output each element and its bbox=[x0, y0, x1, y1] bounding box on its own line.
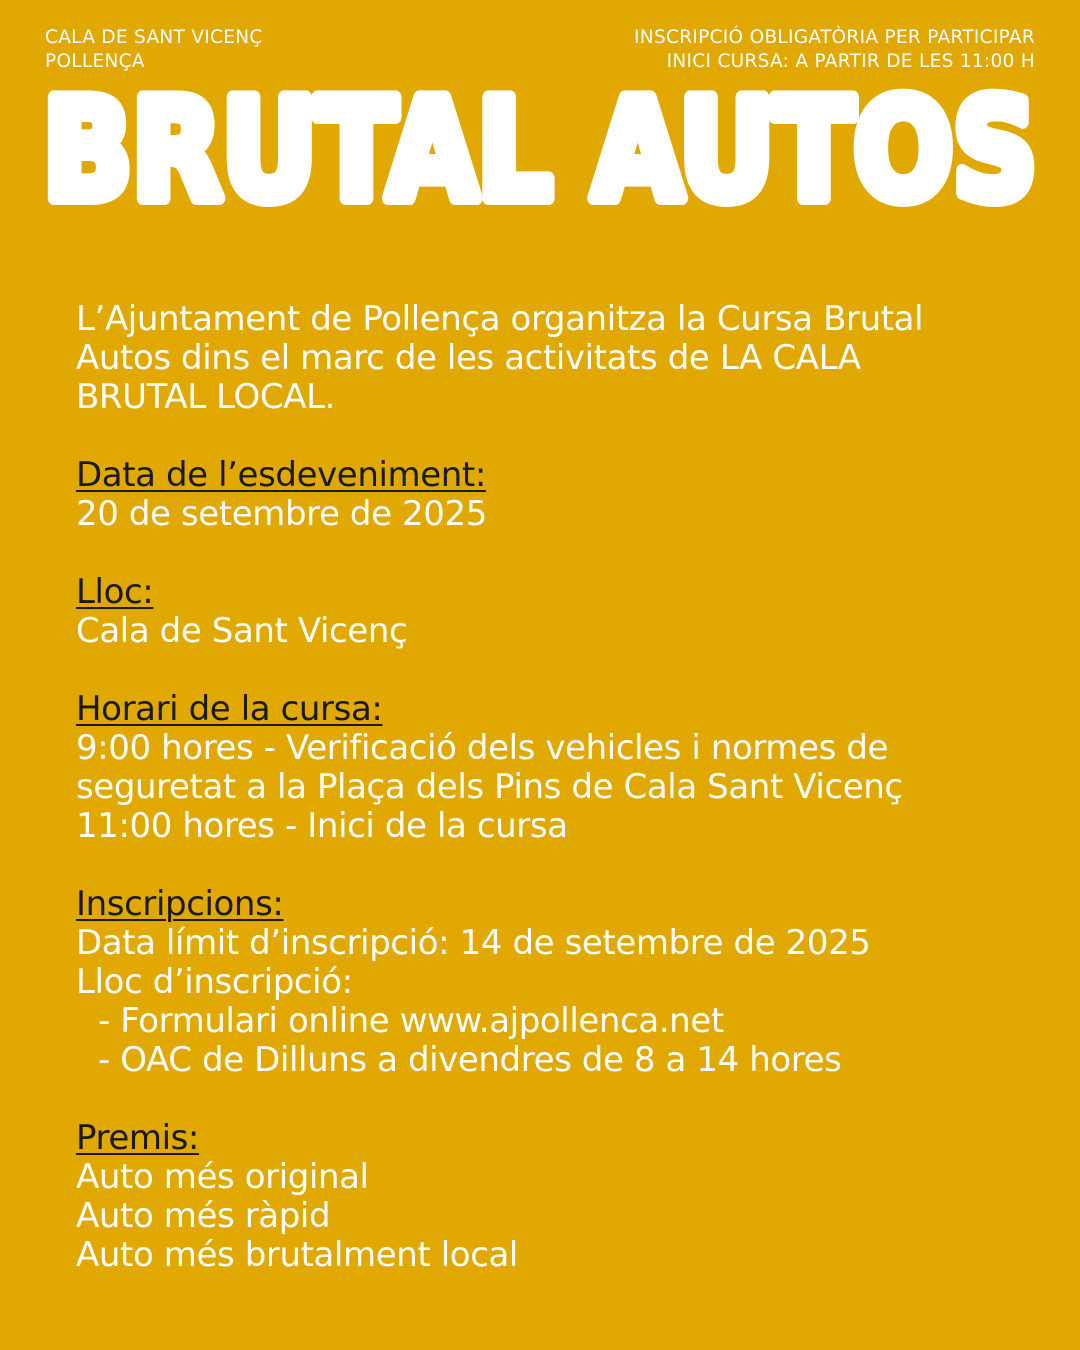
section-registration-title: Inscripcions: bbox=[76, 884, 284, 924]
schedule-line: 9:00 hores - Verificació dels vehicles i normes de bbox=[76, 728, 889, 768]
section-place bbox=[76, 573, 1036, 651]
event-date: 20 de setembre de 2025 bbox=[76, 494, 487, 534]
header-info-line: INSCRIPCIÓ OBLIGATÒRIA PER PARTICIPAR bbox=[634, 27, 1035, 48]
section-prizes-title: Premis: bbox=[76, 1118, 199, 1158]
page-title: BRUTAL AUTOS bbox=[43, 88, 1037, 228]
registration-oac: - OAC de Dilluns a divendres de 8 a 14 hores bbox=[98, 1040, 842, 1080]
prize-item: Auto més ràpid bbox=[76, 1196, 331, 1236]
intro-paragraph bbox=[76, 300, 1036, 417]
registration-online-form: - Formulari online www.ajpollenca.net bbox=[98, 1001, 724, 1041]
title-banner bbox=[0, 88, 1080, 228]
header-location bbox=[45, 26, 263, 74]
header-location-line: POLLENÇA bbox=[45, 51, 145, 72]
main-content bbox=[76, 300, 1036, 1275]
header-info-line: INICI CURSA: A PARTIR DE LES 11:00 H bbox=[666, 51, 1035, 72]
section-place-title: Lloc: bbox=[76, 572, 154, 612]
schedule-line: seguretat a la Plaça dels Pins de Cala Sant Vicenç bbox=[76, 767, 903, 807]
header-info bbox=[634, 26, 1035, 74]
event-place: Cala de Sant Vicenç bbox=[76, 611, 408, 651]
section-date-title: Data de l’esdeveniment: bbox=[76, 455, 486, 495]
intro-line: L’Ajuntament de Pollença organitza la Cursa Brutal bbox=[76, 299, 924, 339]
registration-place-label: Lloc d’inscripció: bbox=[76, 962, 353, 1002]
intro-line: BRUTAL LOCAL. bbox=[76, 377, 336, 417]
prize-item: Auto més original bbox=[76, 1157, 369, 1197]
intro-line: Autos dins el marc de les activitats de LA CALA bbox=[76, 338, 861, 378]
section-schedule bbox=[76, 690, 1036, 846]
section-registration bbox=[76, 885, 1036, 1080]
registration-deadline: Data límit d’inscripció: 14 de setembre de 2025 bbox=[76, 923, 871, 963]
header-location-line: CALA DE SANT VICENÇ bbox=[45, 27, 263, 48]
section-prizes bbox=[76, 1119, 1036, 1275]
prize-item: Auto més brutalment local bbox=[76, 1235, 518, 1275]
section-schedule-title: Horari de la cursa: bbox=[76, 689, 383, 729]
section-date bbox=[76, 456, 1036, 534]
schedule-line: 11:00 hores - Inici de la cursa bbox=[76, 806, 568, 846]
title-svg bbox=[0, 88, 1080, 228]
